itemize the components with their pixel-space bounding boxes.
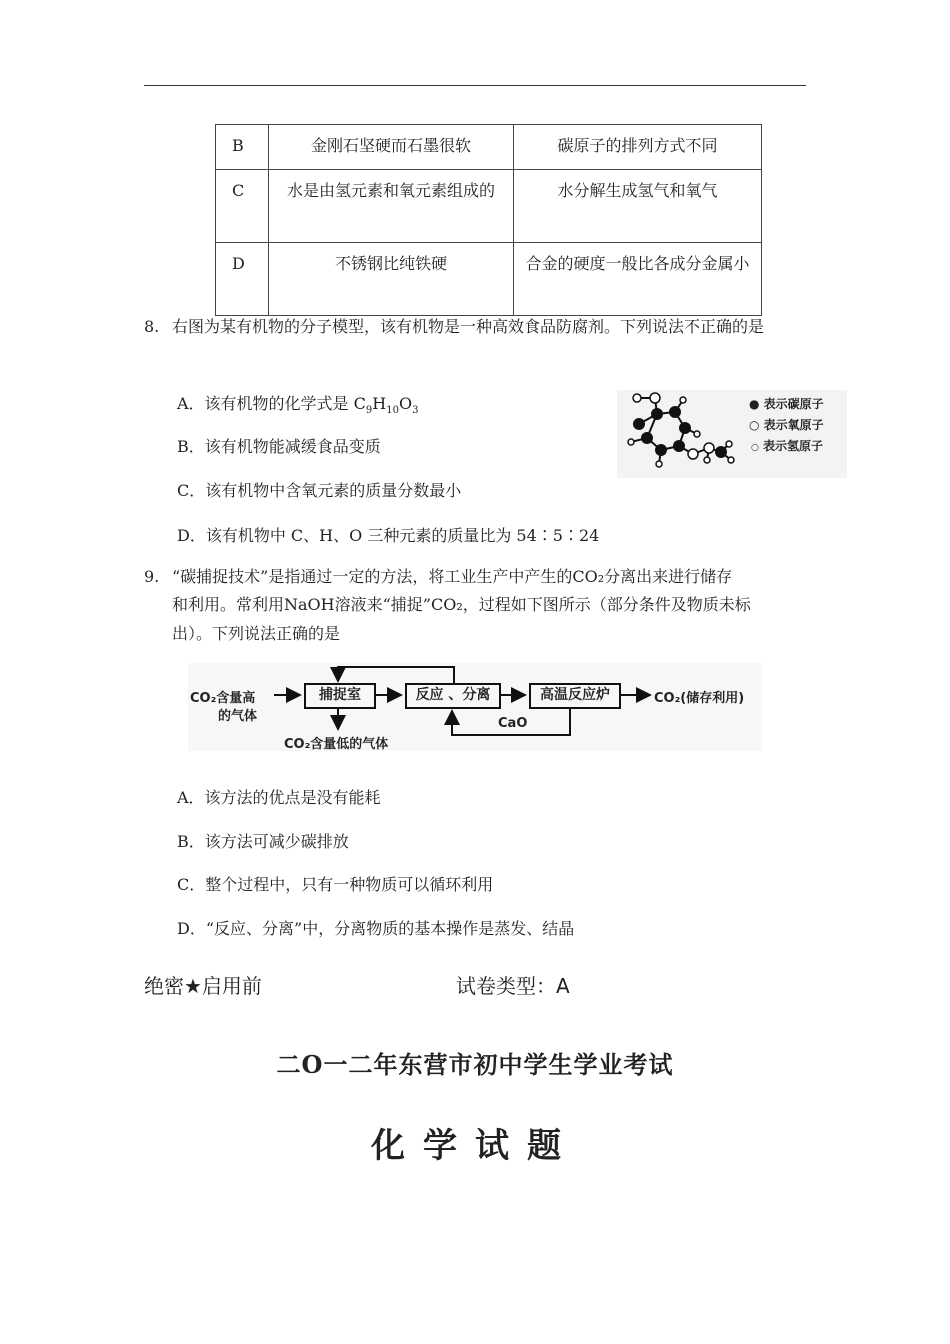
options-table xyxy=(215,124,762,316)
exam-title: 二O一二年东营市初中学生学业考试 xyxy=(276,1050,674,1079)
q9-stem-line3: 出）。下列说法正确的是 xyxy=(172,624,341,643)
q8-stem: 右图为某有机物的分子模型，该有机物是一种高效食品防腐剂。下列说法不正确的是 xyxy=(172,317,765,336)
q8-option-a: A．该有机物的化学式是 $C_9H_{10}O_3$ xyxy=(177,394,419,417)
flow-box-capture-chamber: 捕捉室 xyxy=(304,683,376,709)
row-fact: 不锈钢比纯铁硬 xyxy=(269,243,514,316)
open-circle-icon: ○ xyxy=(749,418,760,432)
q9-stem-line1: “碳捕捉技术”是指通过一定的方法，将工业生产中产生的CO₂分离出来进行储存 xyxy=(172,567,733,586)
molecule-diagram xyxy=(617,390,742,478)
flow-recycle-cao: CaO xyxy=(498,716,528,731)
row-fact: 水是由氢元素和氧元素组成的 xyxy=(269,170,514,243)
legend-hydrogen: ○ 表示氢原子 xyxy=(751,439,824,453)
q9-option-b: B．该方法可减少碳排放 xyxy=(177,832,349,851)
row-key: C xyxy=(216,170,269,243)
paper-type-label: 试卷类型：A xyxy=(456,974,570,998)
molecule-model-figure xyxy=(617,390,847,478)
flow-output: CO₂(储存利用) xyxy=(654,691,745,706)
flow-box-reaction-separation: 反应 、分离 xyxy=(405,683,501,709)
q9-option-a: A．该方法的优点是没有能耗 xyxy=(177,788,381,807)
flow-box-high-temp-furnace: 高温反应炉 xyxy=(529,683,621,709)
flow-input-line1: CO₂含量高 xyxy=(190,691,256,706)
q9-option-d: D．“反应、分离”中，分离物质的基本操作是蒸发、结晶 xyxy=(177,919,575,938)
subject-title: 化学试题 xyxy=(371,1126,579,1166)
table-row xyxy=(216,125,762,170)
row-key: D xyxy=(216,243,269,316)
small-circle-icon: ○ xyxy=(751,443,759,453)
carbon-capture-flowchart xyxy=(188,663,762,751)
legend-oxygen: ○ 表示氧原子 xyxy=(749,418,824,432)
row-explanation: 水分解生成氢气和氧气 xyxy=(514,170,762,243)
legend-carbon: ● 表示碳原子 xyxy=(749,397,824,411)
q9-option-c: C．整个过程中，只有一种物质可以循环利用 xyxy=(177,875,494,894)
row-explanation: 碳原子的排列方式不同 xyxy=(514,125,762,170)
flow-exhaust: CO₂含量低的气体 xyxy=(284,737,389,752)
table-row xyxy=(216,170,762,243)
row-explanation: 合金的硬度一般比各成分金属小 xyxy=(514,243,762,316)
row-key: B xyxy=(216,125,269,170)
q8-option-c: C．该有机物中含氧元素的质量分数最小 xyxy=(177,481,462,500)
table-row xyxy=(216,243,762,316)
secret-label: 绝密★启用前 xyxy=(144,974,262,998)
row-fact: 金刚石坚硬而石墨很软 xyxy=(269,125,514,170)
q8-option-d: D．该有机物中 C、H、O 三种元素的质量比为 54∶5∶24 xyxy=(177,526,600,545)
top-rule xyxy=(144,85,806,86)
q9-stem-line2: 和利用。常利用NaOH溶液来“捕捉”CO₂，过程如下图所示（部分条件及物质未标 xyxy=(172,595,751,614)
q8-option-b: B．该有机物能减缓食品变质 xyxy=(177,437,381,456)
q9-number: 9. xyxy=(144,567,160,586)
filled-circle-icon: ● xyxy=(749,397,760,411)
flow-input-line2: 的气体 xyxy=(218,709,258,724)
q8-number: 8. xyxy=(144,317,160,336)
